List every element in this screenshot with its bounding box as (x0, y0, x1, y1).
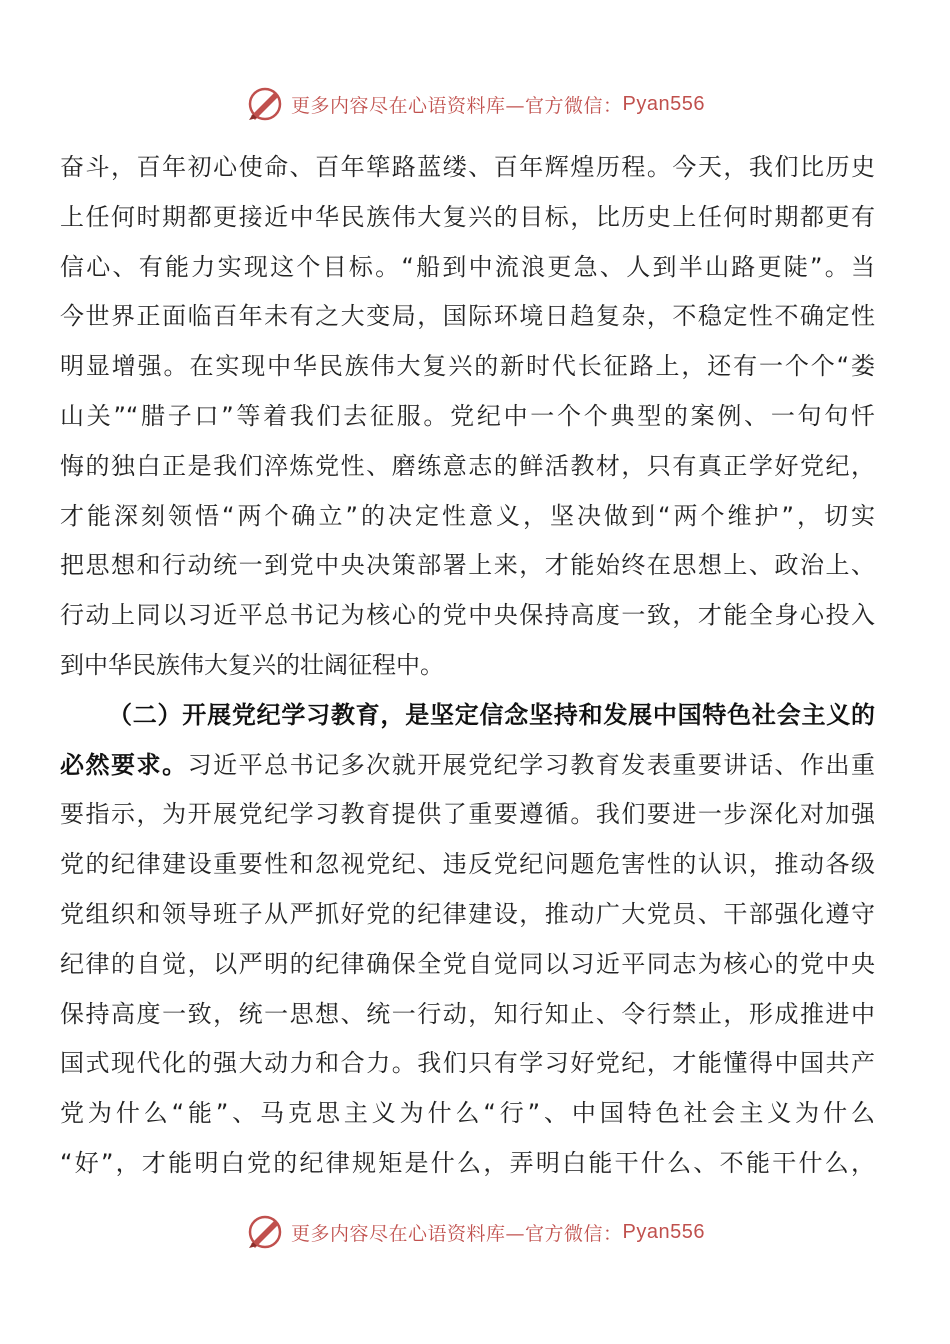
footer-banner-text: 更多内容尽在心语资料库—官方微信： (291, 1222, 623, 1245)
section-heading-end: 必然要求。 (60, 750, 188, 779)
text-line: 上任何时期都更接近中华民族伟大复兴的目标，比历史上任何时期都更有 (60, 202, 875, 231)
text-line: 保持高度一致，统一思想、统一行动，知行知止、令行禁止，形成推进中 (60, 999, 875, 1028)
document-body (60, 143, 875, 1189)
paragraph-start: 习近平总书记多次就开展党纪学习教育发表重要讲话、作出重 (187, 750, 876, 779)
text-line: 信心、有能力实现这个目标。“船到中流浪更急、人到半山路更陡”。当 (60, 252, 875, 281)
pen-logo-icon (245, 84, 285, 124)
text-line: 到中华民族伟大复兴的壮阔征程中。 (60, 650, 444, 679)
text-line: 把思想和行动统一到党中央决策部署上来，才能始终在思想上、政治上、 (60, 551, 875, 580)
text-line: 才能深刻领悟“两个确立”的决定性意义，坚决做到“两个维护”，切实 (60, 501, 875, 530)
text-line: 山关”“腊子口”等着我们去征服。党纪中一个个典型的案例、一句句忏 (60, 401, 875, 430)
text-line: 奋斗，百年初心使命、百年筚路蓝缕、百年辉煌历程。今天，我们比历史 (60, 153, 875, 181)
text-line: 纪律的自觉，以严明的纪律确保全党自觉同以习近平同志为核心的党中央 (60, 949, 875, 978)
text-line: 要指示，为开展党纪学习教育提供了重要遵循。我们要进一步深化对加强 (60, 800, 875, 829)
text-line: 行动上同以习近平总书记为核心的党中央保持高度一致，才能全身心投入 (60, 601, 875, 630)
text-line: 今世界正面临百年未有之大变局，国际环境日趋复杂，不稳定性不确定性 (60, 302, 875, 331)
header-banner (0, 82, 950, 126)
text-line: 悔的独白正是我们淬炼党性、磨练意志的鲜活教材，只有真正学好党纪， (60, 451, 875, 480)
text-line (60, 741, 875, 791)
text-line: 党组织和领导班子从严抓好党的纪律建设，推动广大党员、干部强化遵守 (60, 899, 875, 928)
text-line: 明显增强。在实现中华民族伟大复兴的新时代长征路上，还有一个个“娄 (60, 352, 875, 381)
text-line: 党为什么“能”、马克思主义为什么“行”、中国特色社会主义为什么 (60, 1099, 875, 1128)
section-heading: （二）开展党纪学习教育，是坚定信念坚持和发展中国特色社会主义的 (108, 700, 875, 729)
header-banner-text: 更多内容尽在心语资料库—官方微信： (291, 94, 623, 117)
header-wechat-id: Pyan556 (622, 92, 705, 115)
footer-banner (0, 1210, 950, 1254)
text-line: 国式现代化的强大动力和合力。我们只有学习好党纪，才能懂得中国共产 (60, 1049, 875, 1078)
pen-logo-icon (245, 1212, 285, 1252)
text-line: “好”，才能明白党的纪律规矩是什么，弄明白能干什么、不能干什么， (60, 1148, 875, 1177)
footer-wechat-id: Pyan556 (622, 1220, 705, 1243)
text-line: 党的纪律建设重要性和忽视党纪、违反党纪问题危害性的认识，推动各级 (60, 850, 875, 879)
